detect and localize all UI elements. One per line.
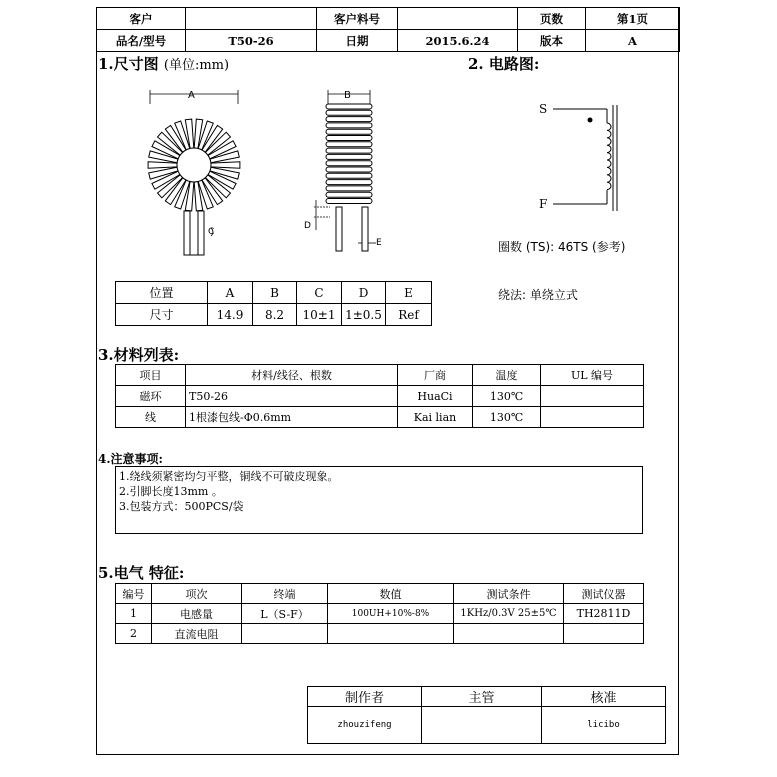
section-1-unit: (单位:mm) bbox=[163, 58, 230, 73]
dim-d-label: D bbox=[304, 221, 311, 231]
electrical-header: 项次 bbox=[152, 584, 242, 604]
signoff-approver: licibo bbox=[542, 707, 666, 744]
material-item: 磁环 bbox=[116, 386, 186, 407]
customer-label: 客户 bbox=[97, 8, 186, 30]
section-1-heading: 1.尺寸图 bbox=[98, 55, 159, 73]
dims-value-a: 14.9 bbox=[208, 304, 253, 326]
electrical-header: 测试条件 bbox=[454, 584, 564, 604]
electrical-no: 1 bbox=[116, 604, 152, 624]
section-3-title: 3.材料列表: bbox=[98, 346, 180, 364]
table-row bbox=[116, 407, 644, 428]
material-temp: 130℃ bbox=[473, 386, 541, 407]
dims-col-b: B bbox=[253, 282, 297, 304]
table-row bbox=[116, 604, 644, 624]
dim-b-label: B bbox=[344, 90, 351, 101]
dims-value-row bbox=[116, 304, 432, 326]
finish-terminal-label: F bbox=[539, 197, 548, 211]
dims-value-d: 1±0.5 bbox=[342, 304, 386, 326]
dimensions-table bbox=[115, 281, 432, 326]
signoff-approver-label: 核准 bbox=[542, 687, 666, 707]
table-row bbox=[116, 386, 644, 407]
notes-box bbox=[115, 466, 643, 534]
circuit-diagram bbox=[535, 95, 645, 215]
customer-value bbox=[186, 8, 317, 30]
signoff-table bbox=[307, 686, 666, 744]
dims-header-row bbox=[116, 282, 432, 304]
version-label: 版本 bbox=[518, 30, 586, 52]
turns-note: 圈数 (TS): 46TS (参考) bbox=[498, 240, 626, 254]
version-value: A bbox=[586, 30, 680, 52]
materials-table bbox=[115, 364, 644, 428]
customer-part-label: 客户料号 bbox=[317, 8, 398, 30]
winding-method: 绕法: 单绕立式 bbox=[498, 288, 578, 302]
electrical-terminal: L（S-F） bbox=[242, 604, 328, 624]
toroid-front-view bbox=[140, 90, 250, 260]
dim-e-label: E bbox=[376, 238, 382, 248]
dims-row-header: 位置 bbox=[116, 282, 208, 304]
electrical-instrument bbox=[564, 624, 644, 644]
dims-col-c: C bbox=[297, 282, 342, 304]
electrical-item: 电感量 bbox=[152, 604, 242, 624]
electrical-item: 直流电阻 bbox=[152, 624, 242, 644]
page-value: 第1页 bbox=[586, 8, 680, 30]
material-spec: 1根漆包线-Φ0.6mm bbox=[186, 407, 398, 428]
note-item: 2.引脚长度13mm 。 bbox=[119, 485, 223, 498]
electrical-value bbox=[328, 624, 454, 644]
material-vendor: Kai lian bbox=[398, 407, 473, 428]
dims-col-a: A bbox=[208, 282, 253, 304]
material-temp: 130℃ bbox=[473, 407, 541, 428]
materials-header-row bbox=[116, 365, 644, 386]
signoff-header-row bbox=[308, 687, 666, 707]
signoff-supervisor-label: 主管 bbox=[422, 687, 542, 707]
signoff-maker: zhouzifeng bbox=[308, 707, 422, 744]
electrical-terminal bbox=[242, 624, 328, 644]
note-item: 1.绕线须紧密均匀平整，铜线不可破皮现象。 bbox=[119, 470, 339, 483]
electrical-instrument: TH2811D bbox=[564, 604, 644, 624]
electrical-condition bbox=[454, 624, 564, 644]
materials-header: 厂商 bbox=[398, 365, 473, 386]
header-table bbox=[96, 7, 680, 52]
dim-a-label: A bbox=[188, 90, 195, 101]
material-item: 线 bbox=[116, 407, 186, 428]
dims-row-header: 尺寸 bbox=[116, 304, 208, 326]
electrical-header: 测试仪器 bbox=[564, 584, 644, 604]
material-ul bbox=[541, 386, 644, 407]
material-spec: T50-26 bbox=[186, 386, 398, 407]
toroid-side-view bbox=[300, 90, 390, 260]
electrical-no: 2 bbox=[116, 624, 152, 644]
name-model-label: 品名/型号 bbox=[97, 30, 186, 52]
materials-header: UL 编号 bbox=[541, 365, 644, 386]
electrical-header-row bbox=[116, 584, 644, 604]
materials-header: 材料/线径、根数 bbox=[186, 365, 398, 386]
signoff-supervisor bbox=[422, 707, 542, 744]
electrical-table bbox=[115, 583, 644, 644]
date-label: 日期 bbox=[317, 30, 398, 52]
section-4-title: 4.注意事项: bbox=[98, 452, 163, 466]
materials-header: 项目 bbox=[116, 365, 186, 386]
electrical-header: 数值 bbox=[328, 584, 454, 604]
name-model-value: T50-26 bbox=[186, 30, 317, 52]
note-item: 3.包装方式：500PCS/袋 bbox=[119, 500, 244, 513]
electrical-value: 100UH+10%-8% bbox=[328, 604, 454, 624]
section-5-title: 5.电气 特征: bbox=[98, 564, 185, 582]
signoff-maker-label: 制作者 bbox=[308, 687, 422, 707]
electrical-header: 编号 bbox=[116, 584, 152, 604]
dims-value-e: Ref bbox=[386, 304, 432, 326]
section-2-title: 2. 电路图: bbox=[468, 55, 540, 73]
materials-header: 温度 bbox=[473, 365, 541, 386]
dims-value-c: 10±1 bbox=[297, 304, 342, 326]
electrical-header: 终端 bbox=[242, 584, 328, 604]
dims-col-e: E bbox=[386, 282, 432, 304]
electrical-condition: 1KHz/0.3V 25±5℃ bbox=[454, 604, 564, 624]
signoff-value-row bbox=[308, 707, 666, 744]
start-terminal-label: S bbox=[539, 102, 548, 116]
dim-c-label: C bbox=[208, 227, 215, 237]
section-1-title bbox=[98, 53, 229, 74]
date-value: 2015.6.24 bbox=[398, 30, 518, 52]
customer-part-value bbox=[398, 8, 518, 30]
page-label: 页数 bbox=[518, 8, 586, 30]
table-row bbox=[116, 624, 644, 644]
material-vendor: HuaCi bbox=[398, 386, 473, 407]
dims-value-b: 8.2 bbox=[253, 304, 297, 326]
material-ul bbox=[541, 407, 644, 428]
dims-col-d: D bbox=[342, 282, 386, 304]
